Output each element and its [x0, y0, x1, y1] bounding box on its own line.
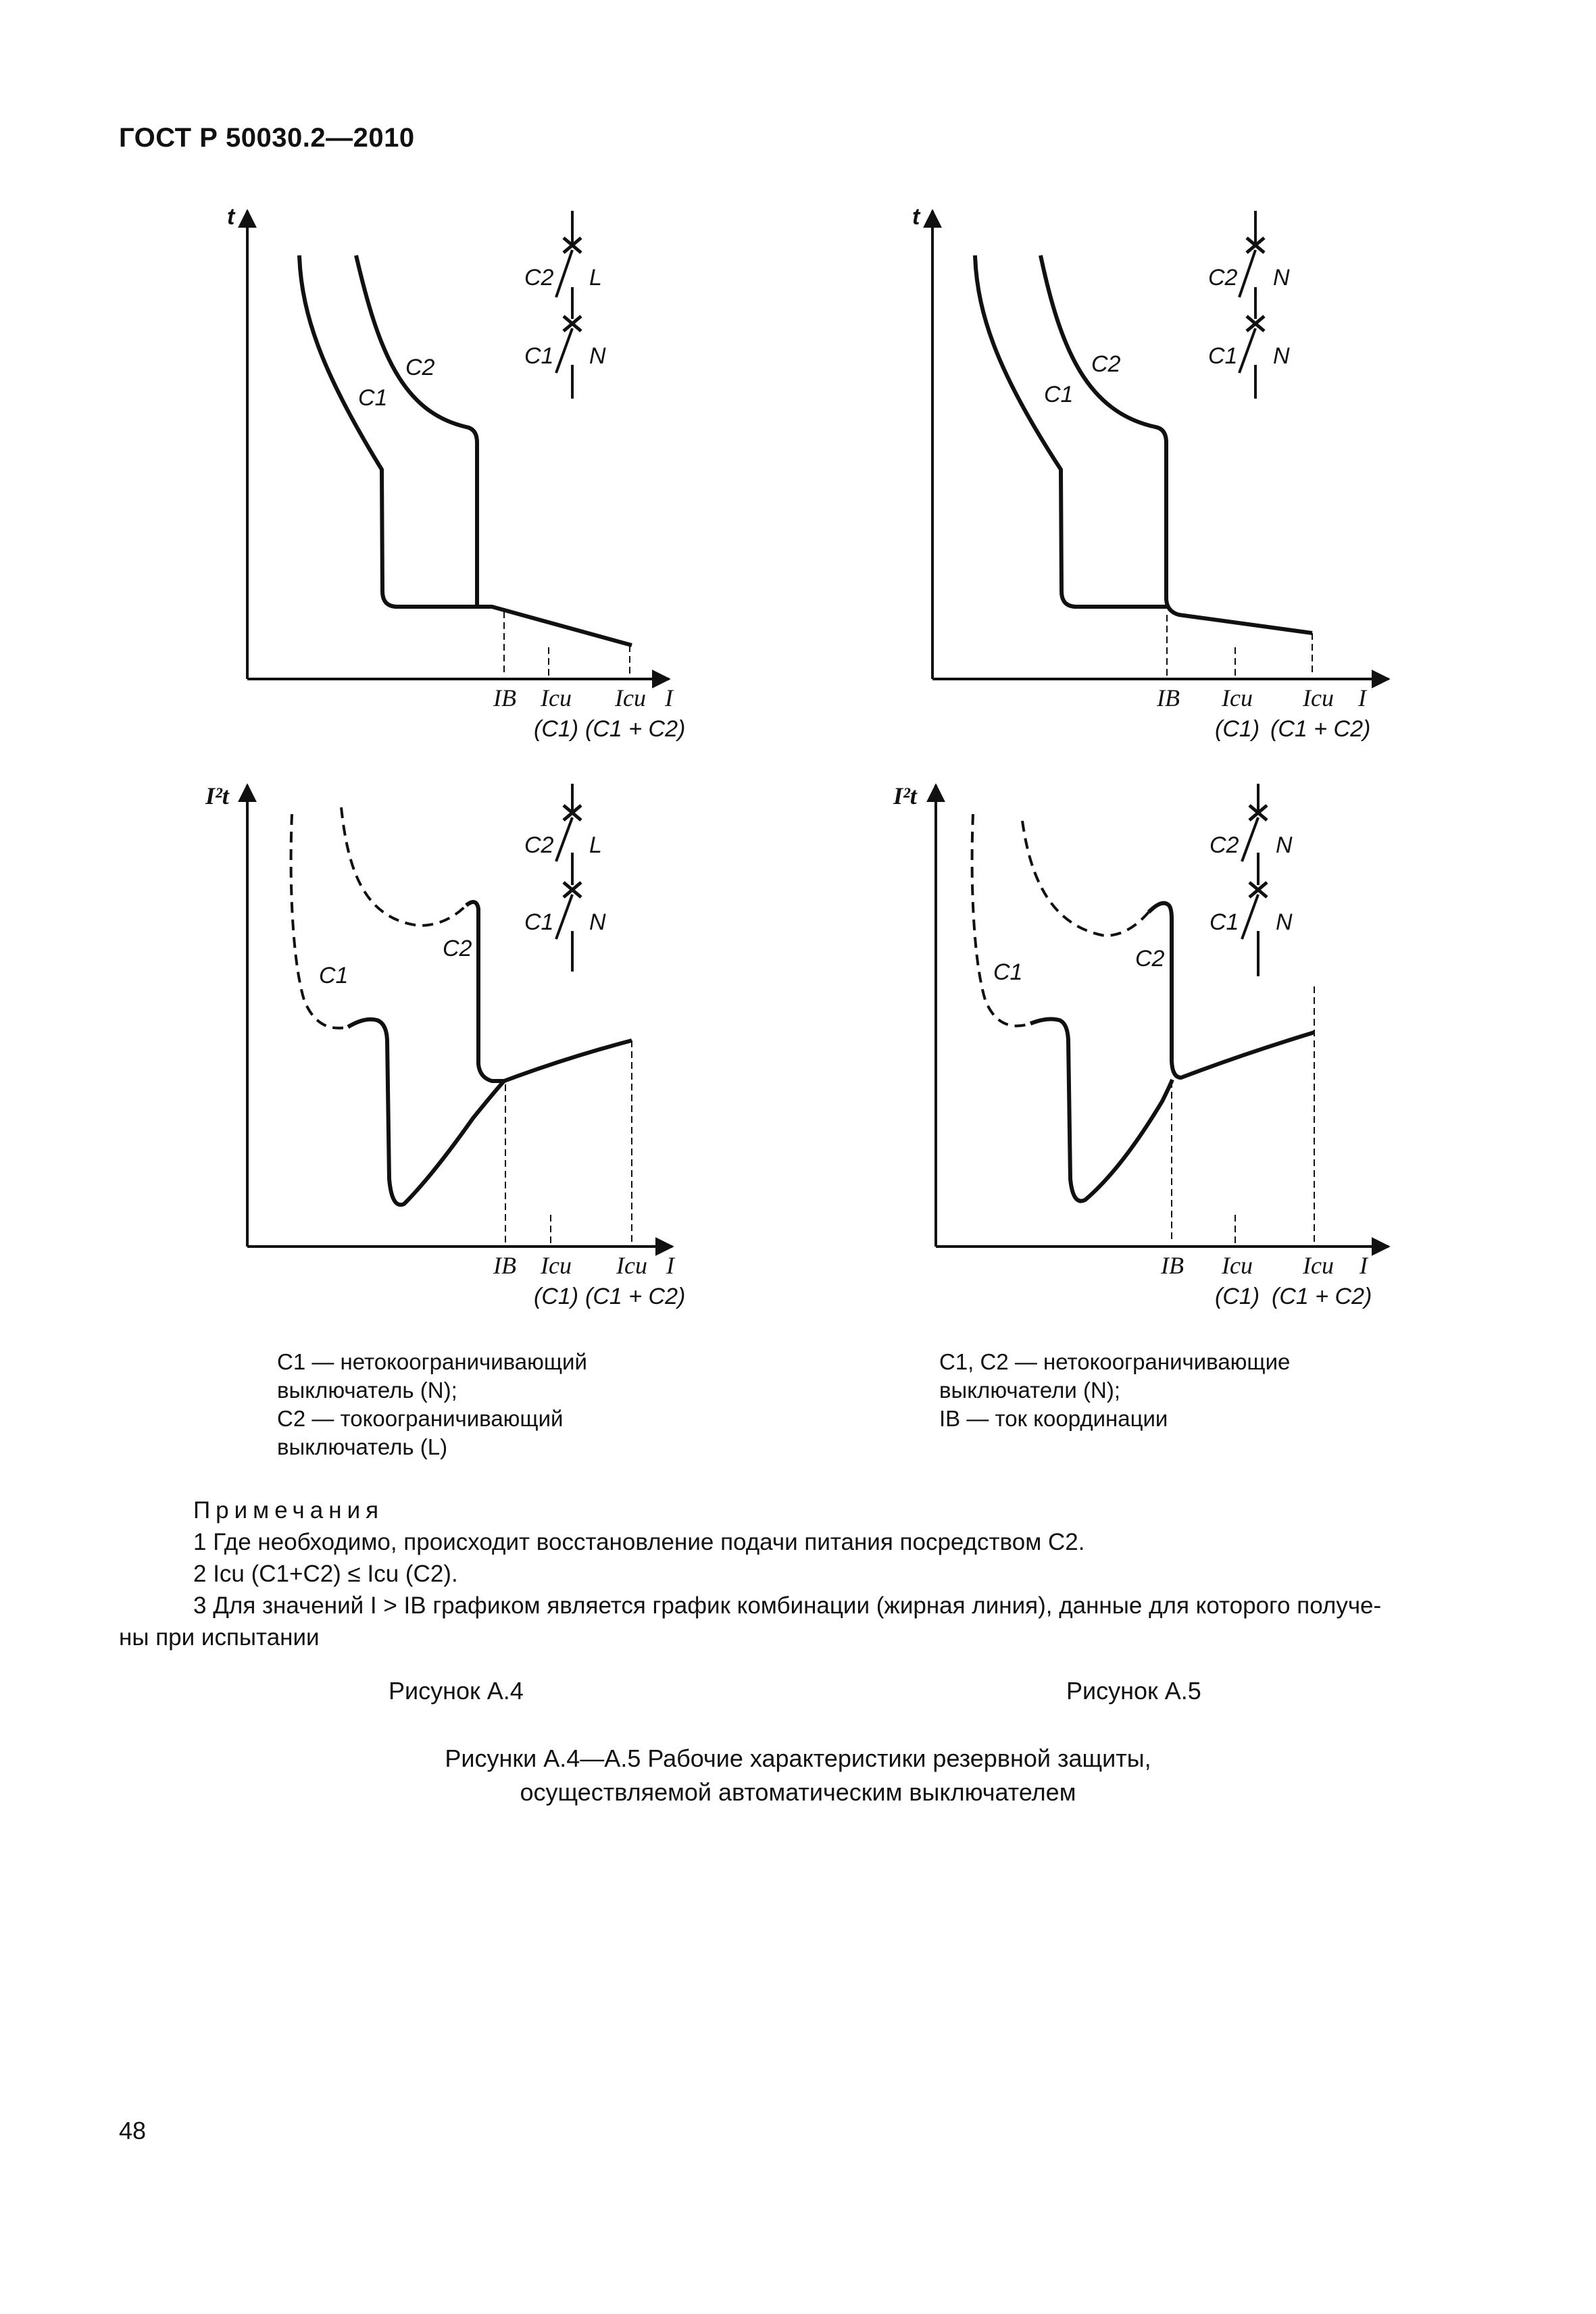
curve-c1-dashed	[972, 814, 1030, 1026]
breaker-c1-label: C1	[1210, 909, 1239, 935]
curve-c2-label: C2	[1091, 351, 1121, 377]
tick-c1c2-note: (C1 + C2)	[585, 716, 686, 742]
tick-icu-c1c2: Icu	[1303, 1252, 1334, 1279]
breaker-schematic	[1210, 784, 1293, 976]
breaker-c2-type: L	[589, 265, 602, 291]
breaker-c1-label: C1	[524, 343, 554, 369]
x-axis-label: I	[666, 1252, 674, 1279]
x-axis-label: I	[1360, 1252, 1368, 1279]
legend-a4-line: C1 — нетокоограничивающий	[277, 1349, 587, 1374]
page-number: 48	[119, 2117, 147, 2144]
note-3: 3 Для значений I > IB графиком является график комбинации (жирная линия), данные для которого получе-	[193, 1592, 1382, 1619]
breaker-c1-label: C1	[524, 909, 554, 935]
curve-c1	[975, 255, 1168, 607]
notes-section	[119, 1494, 1491, 1653]
breaker-c2-label: C2	[1208, 265, 1238, 291]
breaker-c2-label: C2	[1210, 832, 1239, 858]
x-axis-label: I	[665, 684, 673, 711]
graph-a5-energy	[893, 782, 1389, 1309]
tick-c1c2-note: (C1 + C2)	[1270, 716, 1371, 742]
breaker-c1-type: N	[589, 909, 606, 935]
curve-c1-label: C1	[358, 385, 388, 411]
legend-a4	[277, 1348, 587, 1461]
tick-c1-note: (C1)	[1215, 1284, 1260, 1309]
breaker-c1-type: N	[589, 343, 606, 369]
x-axis-label: I	[1358, 684, 1366, 711]
curve-c1-label: C1	[1044, 382, 1074, 407]
tick-icu-c1c2: Icu	[615, 684, 646, 711]
graph-a5-time	[912, 204, 1389, 742]
legend-a4-line: выключатель (L)	[277, 1434, 448, 1459]
tick-icu-c1: Icu	[541, 1252, 572, 1279]
breaker-schematic	[1208, 211, 1290, 399]
breaker-c2-type: N	[1276, 832, 1293, 858]
tick-c1c2-note: (C1 + C2)	[585, 1284, 686, 1309]
breaker-c2-type: L	[589, 832, 602, 858]
curve-c2	[1041, 255, 1312, 633]
curve-c2-label: C2	[443, 936, 472, 961]
notes-heading: Примечания	[193, 1497, 384, 1524]
y-axis-label: I²t	[893, 782, 917, 809]
note-3-continued: ны при испытании	[119, 1624, 320, 1651]
curve-c1-dashed	[291, 814, 348, 1028]
graph-a4-time	[227, 204, 685, 742]
tick-icu-c1: Icu	[1222, 1252, 1253, 1279]
tick-icu-c1: Icu	[1222, 684, 1253, 711]
breaker-c2-label: C2	[524, 832, 554, 858]
tick-icu-c1c2: Icu	[1303, 684, 1334, 711]
tick-icu-c1c2: Icu	[616, 1252, 647, 1279]
tick-icu-c1: Icu	[541, 684, 572, 711]
curve-c2-dashed	[341, 807, 466, 926]
tick-c1-note: (C1)	[1215, 716, 1260, 742]
y-axis-label: t	[912, 204, 920, 230]
breaker-schematic	[524, 784, 606, 972]
curve-c2	[356, 255, 477, 607]
tick-ib: IB	[1157, 684, 1180, 711]
curve-c1-label: C1	[993, 959, 1023, 985]
document-header: ГОСТ Р 50030.2—2010	[119, 123, 415, 153]
breaker-c1-type: N	[1273, 343, 1290, 369]
tick-c1-note: (C1)	[534, 716, 579, 742]
legend-a4-line: выключатель (N);	[277, 1378, 457, 1403]
y-axis-label: I²t	[205, 782, 229, 809]
breaker-schematic	[524, 211, 606, 399]
note-2: 2 Icu (C1+C2) ≤ Icu (C2).	[193, 1561, 458, 1587]
tick-c1c2-note: (C1 + C2)	[1272, 1284, 1372, 1309]
figure-a5-caption: Рисунок А.5	[1066, 1677, 1201, 1705]
curve-c2-label: C2	[405, 355, 435, 380]
breaker-c1-type: N	[1276, 909, 1293, 935]
figure-main-caption-line: осуществляемой автоматическим выключателем	[520, 1778, 1076, 1806]
legend-a5-line: выключатели (N);	[939, 1378, 1120, 1403]
curve-c2-dashed	[1022, 821, 1149, 936]
breaker-c2-label: C2	[524, 265, 554, 291]
curve-c1	[299, 255, 632, 645]
figure-a4-caption: Рисунок А.4	[389, 1677, 524, 1705]
tick-ib: IB	[1161, 1252, 1184, 1279]
legend-a5	[939, 1348, 1290, 1433]
curve-c2-label: C2	[1135, 946, 1165, 972]
tick-ib: IB	[493, 1252, 516, 1279]
tick-c1-note: (C1)	[534, 1284, 579, 1309]
breaker-c2-type: N	[1273, 265, 1290, 291]
curve-c1-label: C1	[319, 963, 349, 988]
figure-main-caption-line: Рисунки А.4—А.5 Рабочие характеристики резервной защиты,	[445, 1744, 1151, 1772]
graph-a4-energy	[205, 782, 685, 1309]
curve-c1	[1030, 1019, 1172, 1201]
figure-main-caption	[0, 1742, 1596, 1809]
curve-c1	[348, 1020, 504, 1205]
y-axis-label: t	[227, 204, 235, 230]
legend-a5-line: C1, C2 — нетокоограничивающие	[939, 1349, 1291, 1374]
breaker-c1-label: C1	[1208, 343, 1238, 369]
tick-ib: IB	[493, 684, 516, 711]
legend-a5-line: IB — ток координации	[939, 1406, 1168, 1431]
note-1: 1 Где необходимо, происходит восстановление подачи питания посредством C2.	[193, 1529, 1085, 1555]
legend-a4-line: C2 — токоограничивающий	[277, 1406, 564, 1431]
